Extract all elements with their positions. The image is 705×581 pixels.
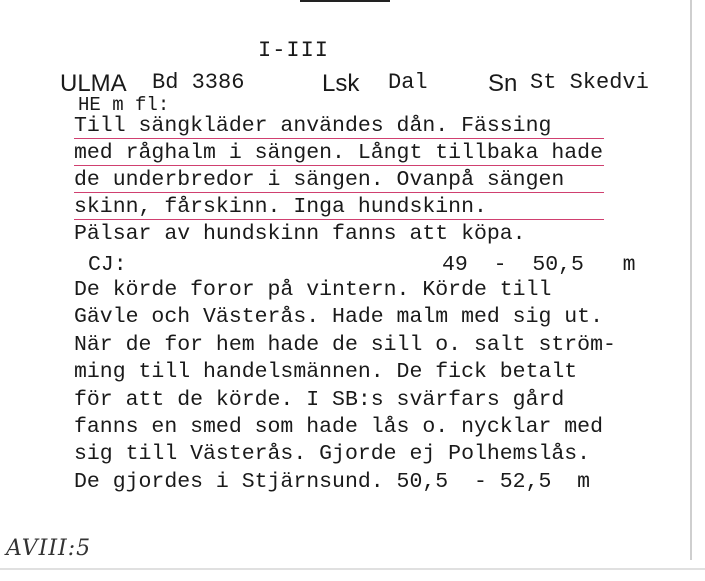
informant-note: HE m fl: [78,94,170,116]
text-line: Pälsar av hundskinn fanns att köpa. [74,222,526,246]
parish-name: St Skedvi [530,70,649,95]
handwritten-mark: AVIII:5 [6,536,92,561]
second-paragraph [74,277,684,496]
text-line: ming till handelsmännen. De fick betalt [74,360,578,385]
text-line: sig till Västerås. Gjorde ej Polhemslås. [74,442,591,467]
sn-label: Sn [488,70,518,97]
text-line: När de for hem hade de sill o. salt ström- [74,332,616,357]
text-line: Till sängkläder användes dån. Fässing [74,113,674,140]
source-label: CJ: [88,253,127,277]
text-line: för att de körde. I SB:s svärfars gård [74,387,565,412]
section-roman: I-III [258,38,330,63]
first-paragraph [74,113,674,248]
text-line: fanns en smed som hade lås o. nycklar med [74,414,603,439]
text-line: De körde foror på vintern. Körde till [74,278,552,302]
archive-code: ULMA [60,70,127,97]
lsk-label: Lsk [322,70,360,97]
volume-number: Bd 3386 [152,70,245,95]
card-bottom-edge [0,568,705,570]
text-line: De gjordes i Stjärnsund. 50,5 - 52,5 m [74,469,591,494]
source-pages: 49 - 50,5 m [442,253,636,277]
text-line: de underbredor i sängen. Ovanpå sängen [74,167,674,194]
text-line: skinn, fårskinn. Inga hundskinn. [74,194,674,221]
text-line: Gävle och Västerås. Hade malm med sig ut. [74,305,603,330]
landskap-name: Dal [388,70,428,95]
top-border [300,0,390,2]
text-line: med råghalm i sängen. Långt tillbaka hade [74,140,674,167]
card-right-edge [690,0,692,560]
source-row [74,251,674,279]
